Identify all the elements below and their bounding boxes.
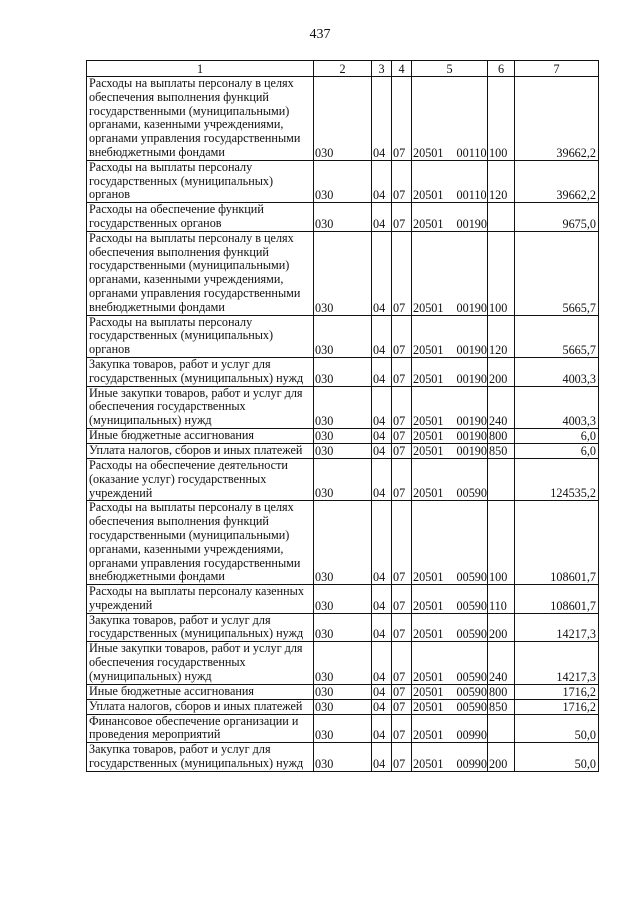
section-code-cell: 04 (372, 743, 392, 772)
section-code-cell: 04 (372, 714, 392, 743)
budget-table (86, 60, 599, 772)
ved-code-cell: 030 (314, 743, 372, 772)
target-article-cell: 20501 00590 (412, 613, 488, 642)
table-row (87, 231, 599, 315)
row-name-cell: Иные бюджетные ассигнования (87, 684, 314, 699)
target-article-cell: 20501 00590 (412, 642, 488, 684)
target-article-cell: 20501 00110 (412, 77, 488, 161)
column-header: 6 (488, 61, 515, 77)
target-article-cell: 20501 00190 (412, 357, 488, 386)
row-name-cell: Иные закупки товаров, работ и услуг для обеспечения государственных (муниципальных) нужд (87, 642, 314, 684)
target-article-cell: 20501 00190 (412, 315, 488, 357)
column-header: 2 (314, 61, 372, 77)
subsection-code-cell: 07 (392, 585, 412, 614)
amount-cell: 50,0 (515, 714, 599, 743)
amount-cell: 14217,3 (515, 613, 599, 642)
target-article-cell: 20501 00190 (412, 203, 488, 232)
budget-table-body (87, 61, 599, 772)
table-row (87, 203, 599, 232)
target-article-cell: 20501 00990 (412, 714, 488, 743)
expense-type-cell: 100 (488, 231, 515, 315)
amount-cell: 108601,7 (515, 585, 599, 614)
ved-code-cell: 030 (314, 585, 372, 614)
row-name-cell: Расходы на выплаты персоналу в целях обеспечения выполнения функций государственными (муниципальными) органами, казенными учреждениями, органами управления государственными внебюджетными фондами (87, 501, 314, 585)
table-row (87, 428, 599, 443)
section-code-cell: 04 (372, 458, 392, 500)
ved-code-cell: 030 (314, 443, 372, 458)
amount-cell: 5665,7 (515, 231, 599, 315)
section-code-cell: 04 (372, 699, 392, 714)
amount-cell: 5665,7 (515, 315, 599, 357)
expense-type-cell: 240 (488, 386, 515, 428)
amount-cell: 9675,0 (515, 203, 599, 232)
subsection-code-cell: 07 (392, 443, 412, 458)
table-header-row (87, 61, 599, 77)
amount-cell: 108601,7 (515, 501, 599, 585)
amount-cell: 4003,3 (515, 357, 599, 386)
section-code-cell: 04 (372, 443, 392, 458)
amount-cell: 39662,2 (515, 160, 599, 202)
subsection-code-cell: 07 (392, 613, 412, 642)
target-article-cell: 20501 00590 (413, 684, 487, 699)
ved-code-cell: 030 (314, 160, 372, 202)
expense-type-cell: 120 (488, 160, 515, 202)
amount-cell: 39662,2 (515, 77, 599, 161)
section-code-cell: 04 (372, 160, 392, 202)
expense-type-cell: 240 (488, 642, 515, 684)
table-row (87, 357, 599, 386)
expense-type-cell (488, 714, 515, 743)
table-row (87, 386, 599, 428)
target-article-cell: 20501 00990 (412, 743, 488, 772)
subsection-code-cell: 07 (392, 160, 412, 202)
section-code-cell: 04 (372, 315, 392, 357)
row-name-cell: Расходы на выплаты персоналу государственных (муниципальных) органов (87, 315, 314, 357)
ved-code-cell: 030 (314, 428, 372, 443)
table-row (87, 743, 599, 772)
column-header: 4 (392, 61, 412, 77)
table-row (87, 642, 599, 684)
table-row (87, 684, 599, 699)
amount-cell: 1716,2 (515, 699, 599, 714)
target-article-cell: 20501 00110 (412, 160, 488, 202)
subsection-code-cell: 07 (392, 743, 412, 772)
row-name-cell: Уплата налогов, сборов и иных платежей (87, 699, 314, 714)
section-code-cell: 04 (372, 585, 392, 614)
row-name-cell: Закупка товаров, работ и услуг для государственных (муниципальных) нужд (87, 743, 314, 772)
row-name-cell: Закупка товаров, работ и услуг для государственных (муниципальных) нужд (87, 357, 314, 386)
row-name-cell: Финансовое обеспечение организации и проведения мероприятий (87, 714, 314, 743)
subsection-code-cell: 07 (392, 501, 412, 585)
expense-type-cell: 100 (488, 501, 515, 585)
amount-cell: 124535,2 (515, 458, 599, 500)
row-name-cell: Расходы на выплаты персоналу в целях обеспечения выполнения функций государственными (муниципальными) органами, казенными учреждениями, органами управления государственными внебюджетными фондами (87, 77, 314, 161)
column-header: 7 (515, 61, 599, 77)
ved-code-cell: 030 (314, 699, 372, 714)
ved-code-cell: 030 (314, 77, 372, 161)
ved-code-cell: 030 (314, 642, 372, 684)
row-name-cell: Расходы на выплаты персоналу государственных (муниципальных) органов (87, 160, 314, 202)
row-name-cell: Расходы на выплаты персоналу в целях обеспечения выполнения функций государственными (муниципальными) органами, казенными учреждениями, органами управления государственными внебюджетными фондами (87, 231, 314, 315)
row-name-cell: Закупка товаров, работ и услуг для государственных (муниципальных) нужд (87, 613, 314, 642)
target-article-cell: 20501 00190 (412, 231, 488, 315)
amount-cell: 14217,3 (515, 642, 599, 684)
subsection-code-cell: 07 (392, 315, 412, 357)
table-row (87, 613, 599, 642)
ved-code-cell: 030 (314, 357, 372, 386)
subsection-code-cell: 07 (392, 642, 412, 684)
expense-type-cell: 200 (488, 743, 515, 772)
table-row (87, 160, 599, 202)
row-name-cell: Расходы на обеспечение деятельности (оказание услуг) государственных учреждений (87, 458, 314, 500)
row-name-cell: Уплата налогов, сборов и иных платежей (87, 443, 314, 458)
table-row (87, 714, 599, 743)
ved-code-cell: 030 (314, 684, 372, 699)
amount-cell: 6,0 (515, 428, 599, 443)
section-code-cell: 04 (372, 203, 392, 232)
section-code-cell: 04 (372, 501, 392, 585)
subsection-code-cell: 07 (392, 203, 412, 232)
section-code-cell: 04 (372, 77, 392, 161)
row-name-cell: Иные бюджетные ассигнования (87, 428, 314, 443)
subsection-code-cell: 07 (392, 428, 412, 443)
ved-code-cell: 030 (314, 386, 372, 428)
expense-type-cell: 200 (488, 613, 515, 642)
subsection-code-cell: 07 (392, 699, 412, 714)
target-article-cell: 20501 00190 (413, 443, 487, 458)
row-name-cell: Расходы на выплаты персоналу казенных учреждений (87, 585, 314, 614)
subsection-code-cell: 07 (392, 231, 412, 315)
ved-code-cell: 030 (314, 714, 372, 743)
table-row (87, 458, 599, 500)
expense-type-cell: 200 (488, 357, 515, 386)
target-article-cell: 20501 00190 (413, 428, 487, 443)
ved-code-cell: 030 (314, 613, 372, 642)
section-code-cell: 04 (372, 642, 392, 684)
subsection-code-cell: 07 (392, 386, 412, 428)
section-code-cell: 04 (372, 386, 392, 428)
subsection-code-cell: 07 (392, 77, 412, 161)
table-row (87, 501, 599, 585)
amount-cell: 6,0 (515, 443, 599, 458)
expense-type-cell: 850 (488, 699, 515, 714)
subsection-code-cell: 07 (392, 458, 412, 500)
subsection-code-cell: 07 (392, 684, 412, 699)
expense-type-cell (488, 458, 515, 500)
ved-code-cell: 030 (314, 315, 372, 357)
subsection-code-cell: 07 (392, 714, 412, 743)
column-header: 5 (412, 61, 488, 77)
column-header: 1 (87, 61, 314, 77)
expense-type-cell: 850 (488, 443, 515, 458)
expense-type-cell: 110 (488, 585, 515, 614)
table-row (87, 315, 599, 357)
table-row (87, 443, 599, 458)
expense-type-cell: 800 (488, 428, 515, 443)
table-row (87, 699, 599, 714)
expense-type-cell: 120 (488, 315, 515, 357)
row-name-cell: Расходы на обеспечение функций государственных органов (87, 203, 314, 232)
target-article-cell: 20501 00590 (413, 699, 487, 714)
page-number: 437 (309, 27, 331, 42)
column-header: 3 (372, 61, 392, 77)
section-code-cell: 04 (372, 231, 392, 315)
ved-code-cell: 030 (314, 458, 372, 500)
row-name-cell: Иные закупки товаров, работ и услуг для обеспечения государственных (муниципальных) нужд (87, 386, 314, 428)
ved-code-cell: 030 (314, 501, 372, 585)
amount-cell: 1716,2 (515, 684, 599, 699)
target-article-cell: 20501 00590 (412, 501, 488, 585)
amount-cell: 50,0 (515, 743, 599, 772)
section-code-cell: 04 (372, 684, 392, 699)
ved-code-cell: 030 (314, 231, 372, 315)
section-code-cell: 04 (372, 428, 392, 443)
table-row (87, 585, 599, 614)
target-article-cell: 20501 00590 (412, 585, 488, 614)
expense-type-cell: 100 (488, 77, 515, 161)
expense-type-cell (488, 203, 515, 232)
section-code-cell: 04 (372, 357, 392, 386)
expense-type-cell: 800 (488, 684, 515, 699)
target-article-cell: 20501 00590 (412, 458, 488, 500)
section-code-cell: 04 (372, 613, 392, 642)
table-row (87, 77, 599, 161)
target-article-cell: 20501 00190 (412, 386, 488, 428)
amount-cell: 4003,3 (515, 386, 599, 428)
ved-code-cell: 030 (314, 203, 372, 232)
subsection-code-cell: 07 (392, 357, 412, 386)
